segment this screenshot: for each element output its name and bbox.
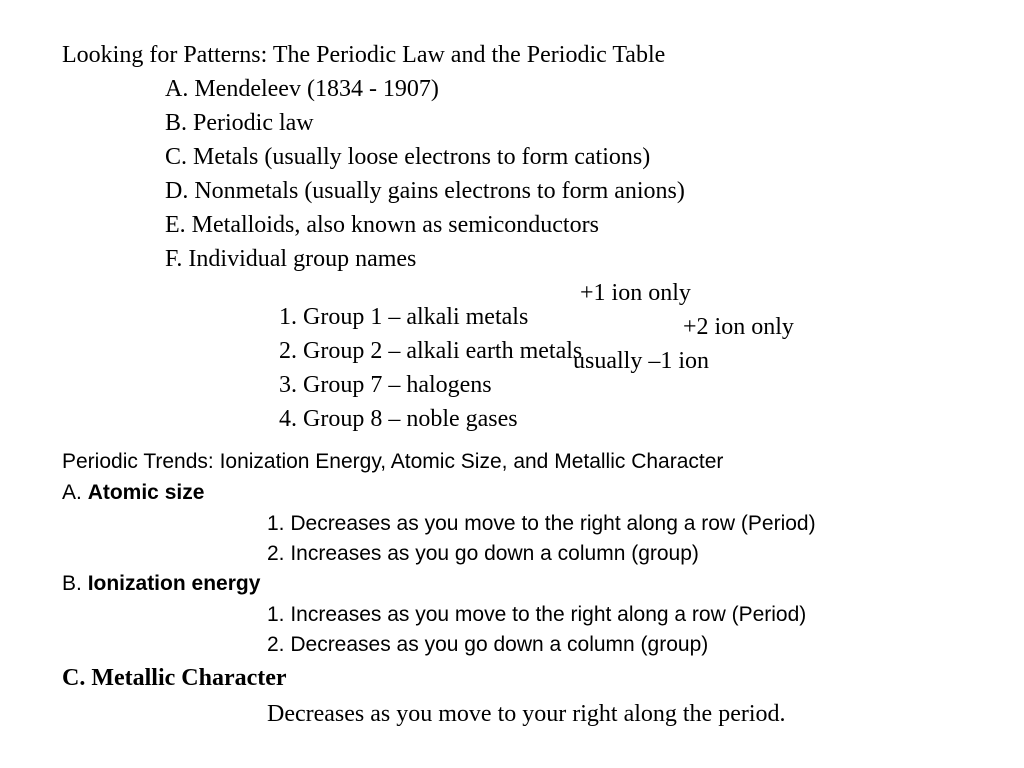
item-d-nonmetals: D. Nonmetals (usually gains electrons to form anions)	[165, 178, 685, 204]
trend-a-point-2: 2. Increases as you go down a column (group)	[267, 542, 699, 565]
group-3-note: usually –1 ion	[573, 348, 709, 374]
trend-a-point-1: 1. Decreases as you move to the right along a row (Period)	[267, 512, 816, 535]
group-2-name: 2. Group 2 – alkali earth metals	[279, 338, 583, 364]
section2-title: Periodic Trends: Ionization Energy, Atomic Size, and Metallic Character	[62, 450, 724, 473]
item-a-mendeleev: A. Mendeleev (1834 - 1907)	[165, 76, 439, 102]
trend-a-label: Atomic size	[87, 481, 205, 504]
trend-a-heading	[62, 482, 204, 503]
trend-a-prefix: A.	[62, 481, 82, 504]
item-f-group-names: F. Individual group names	[165, 246, 417, 272]
trend-b-heading	[62, 573, 260, 594]
trend-c-point: Decreases as you move to your right along the period.	[267, 701, 786, 727]
trend-c-heading: C. Metallic Character	[62, 665, 287, 691]
group-row-4	[267, 383, 518, 431]
trend-b-point-1: 1. Increases as you move to the right along a row (Period)	[267, 603, 807, 626]
item-e-metalloids: E. Metalloids, also known as semiconductors	[165, 212, 599, 238]
group-3-name: 3. Group 7 – halogens	[279, 372, 492, 398]
group-1-name: 1. Group 1 – alkali metals	[279, 304, 529, 330]
trend-b-point-2: 2. Decreases as you go down a column (group)	[267, 633, 709, 656]
section1-title: Looking for Patterns: The Periodic Law and the Periodic Table	[62, 42, 666, 68]
trend-b-label: Ionization energy	[87, 572, 261, 595]
item-c-metals: C. Metals (usually loose electrons to form cations)	[165, 144, 651, 170]
group-1-note: +1 ion only	[580, 280, 691, 306]
group-2-note: +2 ion only	[683, 314, 794, 340]
group-4-name: 4. Group 8 – noble gases	[279, 406, 518, 432]
item-b-periodic-law: B. Periodic law	[165, 110, 314, 136]
trend-b-prefix: B.	[62, 572, 82, 595]
